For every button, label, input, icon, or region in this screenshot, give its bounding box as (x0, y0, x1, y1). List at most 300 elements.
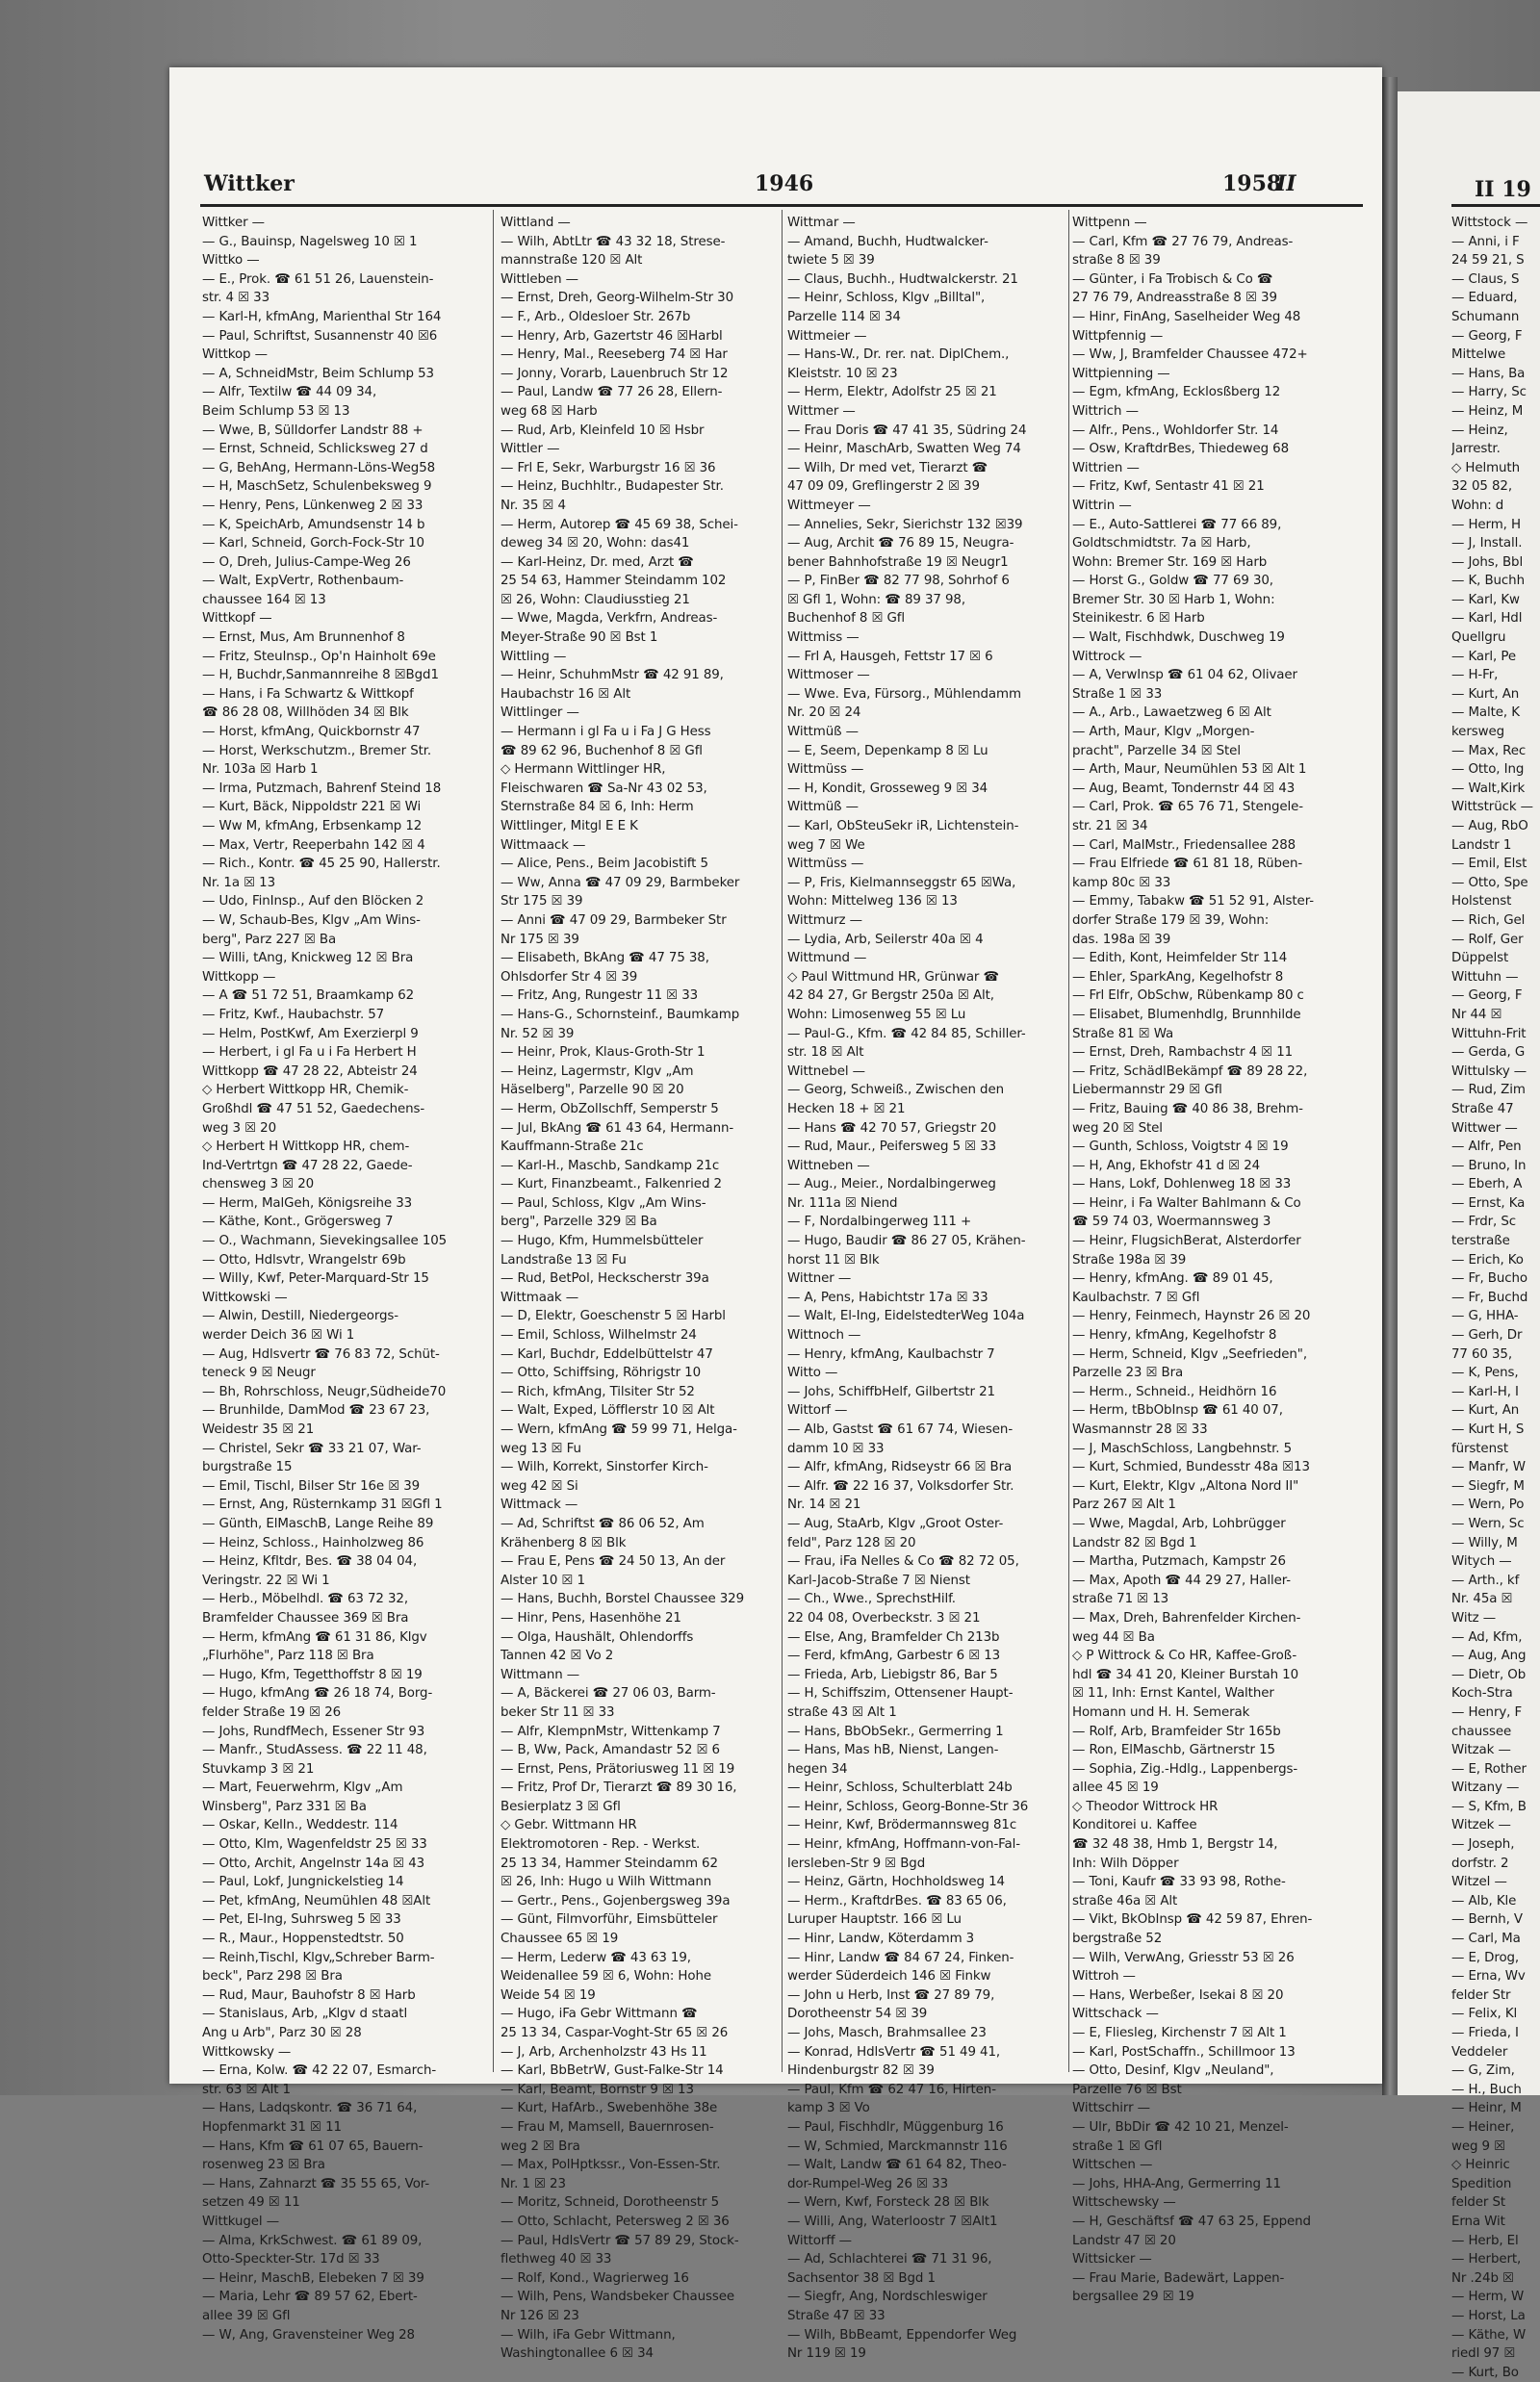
directory-entry-line: Alster 10 ☒ 1 (500, 1573, 585, 1588)
directory-entry-line: Wittleben — (500, 271, 578, 287)
directory-entry-line: Witto — (787, 1366, 838, 1381)
directory-entry-line: — A, Bäckerei ☎ 27 06 03, Barm- (500, 1686, 716, 1702)
column-divider (782, 210, 783, 2072)
directory-entry-line: — Otto, Desinf, Klgv „Neuland", (1072, 2063, 1274, 2079)
directory-entry-line: — Karl, Kw (1451, 592, 1520, 607)
directory-entry-line: — F, Nordalbingerweg 111 + (787, 1215, 972, 1230)
directory-entry-line: — Erich, Ko (1451, 1252, 1524, 1268)
directory-entry-line: — Sophia, Zig.-Hdlg., Lappenbergs- (1072, 1761, 1298, 1777)
directory-entry-line: — Horst, La (1451, 2308, 1526, 2323)
directory-entry-line: — Frieda, Arb, Liebigstr 86, Bar 5 (787, 1667, 998, 1682)
directory-entry-line: — H, Geschäftsf ☎ 47 63 25, Eppend (1072, 2214, 1311, 2229)
directory-entry-line: — Wilh, iFa Gebr Wittmann, (500, 2327, 676, 2343)
page-header-keyword: Wittker (204, 171, 295, 196)
directory-entry-line: Wittmaak — (500, 1290, 579, 1305)
directory-entry-line: Wittmüß — (787, 800, 859, 815)
directory-entry-line: Buchenhof 8 ☒ Gfl (787, 611, 906, 627)
directory-entry-line: — Hinr, FinAng, Saselheider Weg 48 (1072, 309, 1301, 324)
directory-entry-line: — Otto, Klm, Wagenfeldstr 25 ☒ 33 (202, 1837, 427, 1853)
directory-entry-line: Wohn: Mittelweg 136 ☒ 13 (787, 894, 958, 909)
directory-entry-line: straße 43 ☒ Alt 1 (787, 1704, 897, 1720)
directory-entry-line: Wittko — (202, 253, 260, 269)
directory-entry-line: Landstraße 13 ☒ Fu (500, 1252, 627, 1268)
directory-entry-line: — Carl, Ma (1451, 1932, 1521, 1947)
directory-entry-line: rosenweg 23 ☒ Bra (202, 2158, 325, 2173)
directory-entry-line: — Johs, Bbl (1451, 554, 1524, 570)
directory-entry-line: — Hans, Ba (1451, 366, 1526, 381)
directory-entry-line: ☒ 11, Inh: Ernst Kantel, Walther (1072, 1686, 1274, 1702)
directory-entry-line: — Fr, Buchd (1451, 1290, 1528, 1305)
column-divider (1068, 210, 1069, 2072)
directory-entry-line: — Max, Dreh, Bahrenfelder Kirchen- (1072, 1610, 1301, 1626)
directory-entry-line: — Toni, Kaufr ☎ 33 93 98, Rothe- (1072, 1875, 1286, 1890)
directory-entry-line: — E, Drog, (1451, 1950, 1520, 1965)
directory-entry-line: Häselberg", Parzelle 90 ☒ 20 (500, 1083, 684, 1098)
directory-entry-line: 77 60 35, (1451, 1346, 1512, 1362)
directory-entry-line: — Walt,Kirk (1451, 781, 1526, 796)
directory-entry-line: Fleischwaren ☎ Sa-Nr 43 02 53, (500, 781, 707, 796)
directory-entry-line: — Reinh,Tischl, Klgv„Schreber Barm- (202, 1950, 435, 1965)
directory-entry-line: — Arth, Maur, Neumühlen 53 ☒ Alt 1 (1072, 762, 1307, 778)
directory-entry-line: Wittnoch — (787, 1328, 861, 1344)
directory-entry-line: — Herb, El (1451, 2233, 1519, 2248)
directory-entry-line: — Otto, Ing (1451, 762, 1525, 778)
directory-entry-line: Wittpfennig — (1072, 328, 1164, 344)
directory-entry-line: — Frau Elfriede ☎ 61 81 18, Rüben- (1072, 857, 1303, 872)
directory-entry-line: ☎ 86 28 08, Willhöden 34 ☒ Blk (202, 705, 409, 721)
directory-entry-line: — Johs, RundfMech, Essener Str 93 (202, 1724, 425, 1739)
directory-entry-line: — Jonny, Vorarb, Lauenbruch Str 12 (500, 366, 729, 381)
directory-entry-line: Nr. 14 ☒ 21 (787, 1498, 861, 1513)
directory-entry-line: Mittelwe (1451, 347, 1506, 363)
directory-entry-line: — Wern, kfmAng ☎ 59 99 71, Helga- (500, 1422, 737, 1437)
directory-entry-line: Straße 198a ☒ 39 (1072, 1252, 1187, 1268)
directory-entry-line: — Siegfr, Ang, Nordschleswiger (787, 2290, 988, 2305)
directory-entry-line: Wittneben — (787, 1158, 870, 1173)
directory-entry-line: — Georg, F (1451, 988, 1523, 1004)
directory-entry-line: — Herm., KraftdrBes. ☎ 83 65 06, (787, 1893, 1007, 1908)
directory-entry-line: — Alwin, Destill, Niedergeorgs- (202, 1309, 399, 1324)
directory-entry-line: — Otto, Spe (1451, 875, 1528, 890)
directory-entry-line: — Herb., Möbelhdl. ☎ 63 72 32, (202, 1592, 408, 1607)
directory-entry-line: — Henry, F (1451, 1704, 1523, 1720)
directory-entry-line: — Stanislaus, Arb, „Klgv d staatl (202, 2007, 408, 2022)
directory-entry-line: Wittmund — (787, 951, 867, 966)
directory-entry-line: — Otto, Hdlsvtr, Wrangelstr 69b (202, 1252, 406, 1268)
directory-entry-line: — Herm, ObZollschff, Semperstr 5 (500, 1101, 719, 1116)
directory-entry-line: Holstenst (1451, 894, 1512, 909)
directory-entry-line: kersweg (1451, 725, 1504, 740)
directory-entry-line: — Claus, Buchh., Hudtwalckerstr. 21 (787, 271, 1018, 287)
directory-entry-line: Straße 47 ☒ 33 (787, 2308, 886, 2323)
directory-entry-line: — Hans, Mas hB, Nienst, Langen- (787, 1743, 999, 1758)
directory-entry-line: Nr. 35 ☒ 4 (500, 498, 566, 513)
directory-entry-line: Luruper Hauptstr. 166 ☒ Lu (787, 1912, 962, 1928)
directory-entry-line: — F., Arb., Oldesloer Str. 267b (500, 309, 691, 324)
directory-entry-line: — H, Kondit, Grosseweg 9 ☒ 34 (787, 781, 988, 796)
directory-entry-line: weg 7 ☒ We (787, 837, 865, 853)
directory-entry-line: Wittland — (500, 216, 571, 230)
directory-entry-line: — Frau Marie, Badewärt, Lappen- (1072, 2270, 1285, 2286)
directory-entry-line: — Willy, Kwf, Peter-Marquard-Str 15 (202, 1271, 429, 1287)
directory-entry-line: — Wwe. Eva, Fürsorg., Mühlendamm (787, 686, 1021, 702)
directory-entry-line: — Pet, El-Ing, Suhrsweg 5 ☒ 33 (202, 1912, 401, 1928)
directory-entry-line: Hopfenmarkt 31 ☒ 11 (202, 2119, 342, 2135)
directory-entry-line: Nr. 52 ☒ 39 (500, 1026, 575, 1041)
directory-entry-line: — Konrad, HdlsVertr ☎ 51 49 41, (787, 2044, 1001, 2060)
directory-entry-line: — Maria, Lehr ☎ 89 57 62, Ebert- (202, 2290, 418, 2305)
directory-entry-line: — Herm, Elektr, Adolfstr 25 ☒ 21 (787, 385, 997, 400)
directory-entry-line: — Hans ☎ 42 70 57, Griegstr 20 (787, 1120, 997, 1136)
directory-entry-line: twiete 5 ☒ 39 (787, 253, 875, 269)
directory-column-1 (202, 214, 483, 2344)
directory-entry-line: — Horst, Werkschutzm., Bremer Str. (202, 743, 432, 758)
directory-entry-line: flethweg 40 ☒ 33 (500, 2252, 612, 2267)
directory-entry-line: Wittsicker — (1072, 2252, 1152, 2267)
directory-entry-line: — Karl, Buchdr, Eddelbüttelstr 47 (500, 1346, 713, 1362)
directory-entry-line: Parz 267 ☒ Alt 1 (1072, 1498, 1176, 1513)
directory-entry-line: Wittlinger — (500, 705, 579, 721)
directory-entry-line: Nr. 1a ☒ 13 (202, 875, 275, 890)
directory-entry-line: Wittpienning — (1072, 366, 1170, 381)
directory-entry-line: — Ad, Kfm, (1451, 1629, 1523, 1645)
directory-entry-line: — Karl-H, I (1451, 1384, 1519, 1399)
directory-entry-line: Wittler — (500, 442, 560, 457)
directory-entry-line: — Wilh, Pens, Wandsbeker Chaussee (500, 2290, 735, 2305)
directory-entry-line: Kaulbachstr. 7 ☒ Gfl (1072, 1290, 1200, 1305)
directory-entry-line: Wohn: Bremer Str. 169 ☒ Harb (1072, 554, 1268, 570)
directory-entry-line: — Karl, PostSchaffn., Schillmoor 13 (1072, 2044, 1296, 2060)
directory-entry-line: bergsallee 29 ☒ 19 (1072, 2290, 1194, 2305)
directory-entry-line: — Heinr, Schloss, Klgv „Billtal", (787, 291, 986, 306)
directory-entry-line: — Heinr, FlugsichBerat, Alsterdorfer (1072, 1234, 1301, 1249)
directory-entry-line: — Moritz, Schneid, Dorotheenstr 5 (500, 2195, 720, 2211)
directory-entry-line: — Ww, Anna ☎ 47 09 29, Barmbeker (500, 875, 740, 890)
directory-entry-line: 42 84 27, Gr Bergstr 250a ☒ Alt, (787, 988, 994, 1004)
directory-entry-line: Nr 44 ☒ (1451, 1007, 1502, 1022)
directory-entry-line: — Alma, KrkSchwest. ☎ 61 89 09, (202, 2233, 423, 2248)
directory-entry-line: — H, Schiffszim, Ottensener Haupt- (787, 1686, 1014, 1702)
directory-entry-line: — Hans-W., Dr. rer. nat. DiplChem., (787, 347, 1010, 363)
directory-entry-line: — E., Auto-Sattlerei ☎ 77 66 89, (1072, 517, 1282, 532)
directory-entry-line: 27 76 79, Andreasstraße 8 ☒ 39 (1072, 291, 1277, 306)
directory-entry-line: — Wilh, AbtLtr ☎ 43 32 18, Strese- (500, 234, 726, 249)
directory-entry-line: — Malte, K (1451, 705, 1520, 721)
directory-entry-line: Otto-Speckter-Str. 17d ☒ 33 (202, 2252, 380, 2267)
directory-entry-line: chensweg 3 ☒ 20 (202, 1177, 315, 1192)
directory-entry-line: — Rolf, Arb, Bramfeider Str 165b (1072, 1724, 1281, 1739)
directory-entry-line: — Aug, Beamt, Tondernstr 44 ☒ 43 (1072, 781, 1296, 796)
directory-entry-line: — Paul, Schriftst, Susannenstr 40 ☒6 (202, 328, 438, 344)
directory-entry-line: — Hugo, Kfm, Hummelsbütteler (500, 1234, 704, 1249)
directory-column-3 (787, 214, 1065, 2364)
directory-entry-line: 24 59 21, S (1451, 253, 1525, 269)
directory-entry-line: Nr. 103a ☒ Harb 1 (202, 762, 319, 778)
directory-entry-line: werder Deich 36 ☒ Wi 1 (202, 1328, 355, 1344)
directory-entry-line: — Elisabeth, BkAng ☎ 47 75 38, (500, 951, 709, 966)
directory-entry-line: — Alfr, KlempnMstr, Wittenkamp 7 (500, 1724, 721, 1739)
directory-column-4 (1072, 214, 1363, 2307)
directory-entry-line: — Heinz, Lagermstr, Klgv „Am (500, 1063, 694, 1079)
directory-entry-line: — Heinz, M (1451, 403, 1524, 419)
directory-entry-line: felder St (1451, 2195, 1506, 2211)
directory-entry-line: — Aug., Meier., Nordalbingerweg (787, 1177, 996, 1192)
directory-entry-line: Haubachstr 16 ☒ Alt (500, 686, 631, 702)
directory-entry-line: Wohn: Limosenweg 55 ☒ Lu (787, 1007, 966, 1022)
directory-entry-line: dor-Rumpel-Weg 26 ☒ 33 (787, 2176, 948, 2191)
directory-entry-line: — Karl, ObSteuSekr iR, Lichtenstein- (787, 819, 1019, 833)
directory-entry-line: Weide 54 ☒ 19 (500, 1987, 596, 2003)
directory-entry-line: Bremer Str. 30 ☒ Harb 1, Wohn: (1072, 592, 1275, 607)
directory-entry-line: — A ☎ 51 72 51, Braamkamp 62 (202, 988, 415, 1004)
directory-entry-line: bener Bahnhofstraße 19 ☒ Neugr1 (787, 554, 1009, 570)
directory-entry-line: — Mart, Feuerwehrm, Klgv „Am (202, 1780, 403, 1796)
directory-entry-line: — Paul, Lokf, Jungnickelstieg 14 (202, 1875, 404, 1890)
directory-entry-line: — R., Maur., Hoppenstedtstr. 50 (202, 1932, 404, 1947)
directory-entry-line: — Heinr, Schloss, Georg-Bonne-Str 36 (787, 1799, 1029, 1814)
directory-entry-line: — Henry, Feinmech, Haynstr 26 ☒ 20 (1072, 1309, 1311, 1324)
directory-entry-line: — Heinz, Gärtn, Hochholdsweg 14 (787, 1875, 1005, 1890)
directory-entry-line: str. 4 ☒ 33 (202, 291, 270, 306)
directory-entry-line: Witych — (1451, 1554, 1512, 1570)
directory-entry-line: Wittrock — (1072, 649, 1142, 664)
directory-entry-line: — Eduard, (1451, 291, 1518, 306)
directory-entry-line: ◇ Heinric (1451, 2158, 1510, 2173)
directory-entry-line: — Carl, MalMstr., Friedensallee 288 (1072, 837, 1296, 853)
directory-entry-line: Wittkopp — (202, 969, 276, 985)
directory-entry-line: — Paul, Landw ☎ 77 26 28, Ellern- (500, 385, 723, 400)
directory-entry-line: riedl 97 ☒ (1451, 2346, 1516, 2362)
column-divider (493, 210, 494, 2072)
directory-entry-line: — Carl, Prok. ☎ 65 76 71, Stengele- (1072, 800, 1304, 815)
directory-entry-line: str. 63 ☒ Alt 1 (202, 2082, 291, 2097)
directory-entry-line: — Joseph, (1451, 1837, 1515, 1853)
directory-entry-line: — Amand, Buchh, Hudtwalcker- (787, 234, 988, 249)
header-rule (200, 204, 1363, 207)
directory-entry-line: — Alb, Gastst ☎ 61 67 74, Wiesen- (787, 1422, 1014, 1437)
directory-entry-line: Witz — (1451, 1610, 1496, 1626)
directory-entry-line: — Frau M, Mamsell, Bauernrosen- (500, 2119, 714, 2135)
directory-entry-line: — Hugo, Baudir ☎ 86 27 05, Krähen- (787, 1234, 1026, 1249)
directory-entry-line: Witzek — (1451, 1818, 1511, 1833)
directory-entry-line: — Heinr, MaschB, Elebeken 7 ☒ 39 (202, 2270, 424, 2286)
directory-entry-line: ◇ Herbert Wittkopp HR, Chemik- (202, 1083, 409, 1098)
directory-entry-line: Düppelst (1451, 951, 1509, 966)
directory-entry-line: — Karl, Pe (1451, 649, 1516, 664)
directory-entry-line: — E, Fliesleg, Kirchenstr 7 ☒ Alt 1 (1072, 2026, 1287, 2040)
directory-entry-line: — Siegfr, M (1451, 1478, 1525, 1494)
directory-entry-line: — Elisabet, Blumenhdlg, Brunnhilde (1072, 1007, 1301, 1022)
directory-entry-line: — Frieda, I (1451, 2026, 1519, 2040)
directory-entry-line: — A, VerwInsp ☎ 61 04 62, Olivaer (1072, 668, 1297, 683)
directory-entry-line: — Rolf, Ger (1451, 932, 1524, 947)
directory-entry-line: — W, Schmied, Marckmannstr 116 (787, 2139, 1008, 2154)
directory-entry-line: — Karl-H, kfmAng, Marienthal Str 164 (202, 309, 442, 324)
directory-entry-line: — Herm., Schneid., Heidhörn 16 (1072, 1384, 1277, 1399)
directory-entry-line: dorfstr. 2 (1451, 1856, 1509, 1871)
directory-entry-line: — Rich, Gel (1451, 912, 1526, 928)
directory-entry-line: Wittmüss — (787, 762, 864, 778)
directory-entry-line: weg 42 ☒ Si (500, 1478, 578, 1494)
directory-entry-line: Weidenallee 59 ☒ 6, Wohn: Hohe (500, 1969, 711, 1985)
directory-entry-line: Wittpenn — (1072, 216, 1147, 230)
directory-entry-line: — Rud, Maur, Bauhofstr 8 ☒ Harb (202, 1987, 416, 2003)
directory-entry-line: — H, Buchdr,Sanmannreihe 8 ☒Bgd1 (202, 668, 439, 683)
directory-entry-line: Wittkowsky — (202, 2044, 292, 2060)
directory-entry-line: 47 09 09, Greflingerstr 2 ☒ 39 (787, 479, 980, 495)
directory-entry-line: berg", Parzelle 329 ☒ Ba (500, 1215, 657, 1230)
directory-entry-line: — Hermann i gl Fa u i Fa J G Hess (500, 725, 711, 740)
directory-entry-line: — Ernst, Dreh, Georg-Wilhelm-Str 30 (500, 291, 733, 306)
directory-entry-line: — W, Ang, Gravensteiner Weg 28 (202, 2327, 415, 2343)
directory-entry-line: — H, MaschSetz, Schulenbeksweg 9 (202, 479, 432, 495)
directory-entry-line: Landstr 47 ☒ 20 (1072, 2233, 1176, 2248)
directory-entry-line: Beim Schlump 53 ☒ 13 (202, 403, 350, 419)
directory-entry-line: Inh: Wilh Döpper (1072, 1856, 1179, 1871)
directory-entry-line: Parzelle 23 ☒ Bra (1072, 1366, 1184, 1381)
directory-entry-line: allee 39 ☒ Gfl (202, 2308, 291, 2323)
directory-entry-line: — E, Seem, Depenkamp 8 ☒ Lu (787, 743, 988, 758)
directory-entry-line: Stuvkamp 3 ☒ 21 (202, 1761, 315, 1777)
directory-entry-line: — Ch., Wwe., SprechstHilf. (787, 1592, 956, 1607)
directory-entry-line: — A., Arb., Lawaetzweg 6 ☒ Alt (1072, 705, 1271, 721)
directory-entry-line: Ind-Vertrtgn ☎ 47 28 22, Gaede- (202, 1158, 413, 1173)
next-page-column (1451, 214, 1540, 2382)
directory-entry-line: Nr 126 ☒ 23 (500, 2308, 579, 2323)
directory-entry-line: Wittroh — (1072, 1969, 1136, 1985)
directory-entry-line: Steinikestr. 6 ☒ Harb (1072, 611, 1205, 627)
directory-entry-line: — Günth, ElMaschB, Lange Reihe 89 (202, 1516, 434, 1531)
directory-entry-line: feld", Parz 128 ☒ 20 (787, 1535, 916, 1550)
directory-entry-line: Ohlsdorfer Str 4 ☒ 39 (500, 969, 638, 985)
directory-entry-line: — G, HHA- (1451, 1309, 1519, 1324)
directory-entry-line: — Heinz, (1451, 423, 1508, 438)
directory-entry-line: — Rud, Zim (1451, 1083, 1526, 1098)
directory-entry-line: Karl-Jacob-Straße 7 ☒ Nienst (787, 1573, 970, 1588)
directory-entry-line: Tannen 42 ☒ Vo 2 (500, 1649, 614, 1664)
directory-entry-line: — Dietr, Ob (1451, 1667, 1527, 1682)
directory-entry-line: Wittrich — (1072, 403, 1139, 419)
directory-entry-line: — Heinz, Schloss., Hainholzweg 86 (202, 1535, 424, 1550)
directory-entry-line: 22 04 08, Overbeckstr. 3 ☒ 21 (787, 1610, 981, 1626)
directory-entry-line: Wittkowski — (202, 1290, 288, 1305)
directory-entry-line: — K, Pens, (1451, 1366, 1519, 1381)
directory-entry-line: — Herm, Autorep ☎ 45 69 38, Schei- (500, 517, 738, 532)
directory-entry-line: — Günt, Filmvorführ, Eimsbütteler (500, 1912, 718, 1928)
directory-entry-line: Parzelle 114 ☒ 34 (787, 309, 901, 324)
directory-entry-line: Krähenberg 8 ☒ Blk (500, 1535, 627, 1550)
directory-entry-line: — Wilh, BbBeamt, Eppendorfer Weg (787, 2327, 1017, 2343)
directory-entry-line: Nr 119 ☒ 19 (787, 2346, 866, 2362)
directory-entry-line: Wittner — (787, 1271, 852, 1287)
directory-entry-line: Witzany — (1451, 1780, 1520, 1796)
directory-entry-line: — Frau Doris ☎ 47 41 35, Südring 24 (787, 423, 1027, 438)
directory-entry-line: beker Str 11 ☒ 33 (500, 1704, 615, 1720)
page-header-year: 1946 (755, 171, 814, 196)
directory-entry-line: weg 68 ☒ Harb (500, 403, 598, 419)
directory-entry-line: ◇ Gebr. Wittmann HR (500, 1818, 637, 1833)
directory-entry-line: — Alfr, Textilw ☎ 44 09 34, (202, 385, 377, 400)
directory-entry-line: — Egm, kfmAng, Ecklosßberg 12 (1072, 385, 1281, 400)
directory-entry-line: — Karl, BbBetrW, Gust-Falke-Str 14 (500, 2063, 724, 2079)
directory-entry-line: — Wilh, Korrekt, Sinstorfer Kirch- (500, 1460, 708, 1475)
directory-entry-line: — Wwe, Magdal, Arb, Lohbrügger (1072, 1516, 1286, 1531)
directory-entry-line: — Ehler, SparkAng, Kegelhofstr 8 (1072, 969, 1284, 985)
directory-entry-line: — D, Elektr, Goeschenstr 5 ☒ Harbl (500, 1309, 726, 1324)
directory-entry-line: horst 11 ☒ Blk (787, 1252, 880, 1268)
directory-entry-line: — Horst, kfmAng, Quickbornstr 47 (202, 725, 421, 740)
directory-entry-line: teneck 9 ☒ Neugr (202, 1366, 316, 1381)
directory-entry-line: — Herm, Lederw ☎ 43 63 19, (500, 1950, 691, 1965)
directory-entry-line: mannstraße 120 ☒ Alt (500, 253, 643, 269)
directory-entry-line: — Johs, SchiffbHelf, Gilbertstr 21 (787, 1384, 995, 1399)
directory-entry-line: Landstr 82 ☒ Bgd 1 (1072, 1535, 1197, 1550)
directory-entry-line: str. 18 ☒ Alt (787, 1045, 864, 1061)
directory-entry-line: — Hinr, Pens, Hasenhöhe 21 (500, 1610, 681, 1626)
directory-entry-line: — Annelies, Sekr, Sierichstr 132 ☒39 (787, 517, 1023, 532)
directory-entry-line: Wittuhn — (1451, 969, 1519, 985)
directory-entry-line: 25 13 34, Caspar-Voght-Str 65 ☒ 26 (500, 2026, 729, 2040)
directory-entry-line: Wittschen — (1072, 2158, 1153, 2173)
directory-entry-line: Nr 175 ☒ 39 (500, 932, 579, 947)
directory-entry-line: ◇ Helmuth (1451, 460, 1520, 475)
directory-entry-line: — Henry, kfmAng, Kaulbachstr 7 (787, 1346, 995, 1362)
directory-entry-line: ◇ Paul Wittmund HR, Grünwar ☎ (787, 969, 1000, 985)
directory-entry-line: — Max, Vertr, Reeperbahn 142 ☒ 4 (202, 837, 425, 853)
directory-entry-line: straße 8 ☒ 39 (1072, 253, 1161, 269)
directory-entry-line: — Paul, HdlsVertr ☎ 57 89 29, Stock- (500, 2233, 739, 2248)
directory-entry-line: Bramfelder Chaussee 369 ☒ Bra (202, 1610, 409, 1626)
directory-entry-line: — G, Zim, (1451, 2063, 1515, 2079)
directory-entry-line: 25 54 63, Hammer Steindamm 102 (500, 574, 727, 589)
directory-entry-line: — Ernst, Pens, Prätoriusweg 11 ☒ 19 (500, 1761, 735, 1777)
directory-entry-line: Wittuhn-Frit (1451, 1026, 1527, 1041)
directory-entry-line: — O., Wachmann, Sievekingsallee 105 (202, 1234, 448, 1249)
directory-entry-line: — Jul, BkAng ☎ 61 43 64, Hermann- (500, 1120, 734, 1136)
directory-entry-line: Wittmaack — (500, 837, 586, 853)
directory-entry-line: — Alfr, kfmAng, Ridseystr 66 ☒ Bra (787, 1460, 1013, 1475)
directory-entry-line: — Paul-G., Kfm. ☎ 42 84 85, Schiller- (787, 1026, 1026, 1041)
directory-entry-line: — Herbert, (1451, 2252, 1522, 2267)
directory-entry-line: — Bernh, V (1451, 1912, 1523, 1928)
directory-entry-line: — Bh, Rohrschloss, Neugr,Südheide70 (202, 1384, 447, 1399)
directory-entry-line: Nr. 111a ☒ Niend (787, 1195, 898, 1211)
directory-entry-line: — Heinr, Kwf, Brödermannsweg 81c (787, 1818, 1017, 1833)
directory-entry-line: — Johs, HHA-Ang, Germerring 11 (1072, 2176, 1281, 2191)
directory-entry-line: ◇ Theodor Wittrock HR (1072, 1799, 1219, 1814)
directory-entry-line: das. 198a ☒ 39 (1072, 932, 1171, 947)
directory-entry-line: — Hinr, Landw, Köterdamm 3 (787, 1932, 975, 1947)
directory-entry-line: Winsberg", Parz 331 ☒ Ba (202, 1799, 367, 1814)
directory-entry-line: — Fritz, Kwf, Sentastr 41 ☒ 21 (1072, 479, 1265, 495)
directory-entry-line: weg 20 ☒ Stel (1072, 1120, 1163, 1136)
directory-entry-line: — Hans, Lokf, Dohlenweg 18 ☒ 33 (1072, 1177, 1292, 1192)
directory-entry-line: — Alfr., Pens., Wohldorfer Str. 14 (1072, 423, 1279, 438)
directory-entry-line: ☎ 32 48 38, Hmb 1, Bergstr 14, (1072, 1837, 1278, 1853)
directory-entry-line: — Willy, M (1451, 1535, 1518, 1550)
directory-entry-line: — Walt, Fischhdwk, Duschweg 19 (1072, 630, 1285, 646)
directory-entry-line: — Kurt, HafArb., Swebenhöhe 38e (500, 2101, 718, 2116)
directory-entry-line: — Emil, Tischl, Bilser Str 16e ☒ 39 (202, 1478, 421, 1494)
directory-entry-line: beck", Parz 298 ☒ Bra (202, 1969, 343, 1985)
directory-entry-line: Wittmüss — (787, 857, 864, 872)
directory-entry-line: — John u Herb, Inst ☎ 27 89 79, (787, 1987, 995, 2003)
directory-entry-line: — Ernst, Schneid, Schlicksweg 27 d (202, 442, 428, 457)
directory-entry-line: Sachsentor 38 ☒ Bgd 1 (787, 2270, 936, 2286)
directory-entry-line: — Alb, Kle (1451, 1893, 1517, 1908)
directory-entry-line: werder Süderdeich 146 ☒ Finkw (787, 1969, 991, 1985)
directory-entry-line: Schumann (1451, 309, 1520, 324)
